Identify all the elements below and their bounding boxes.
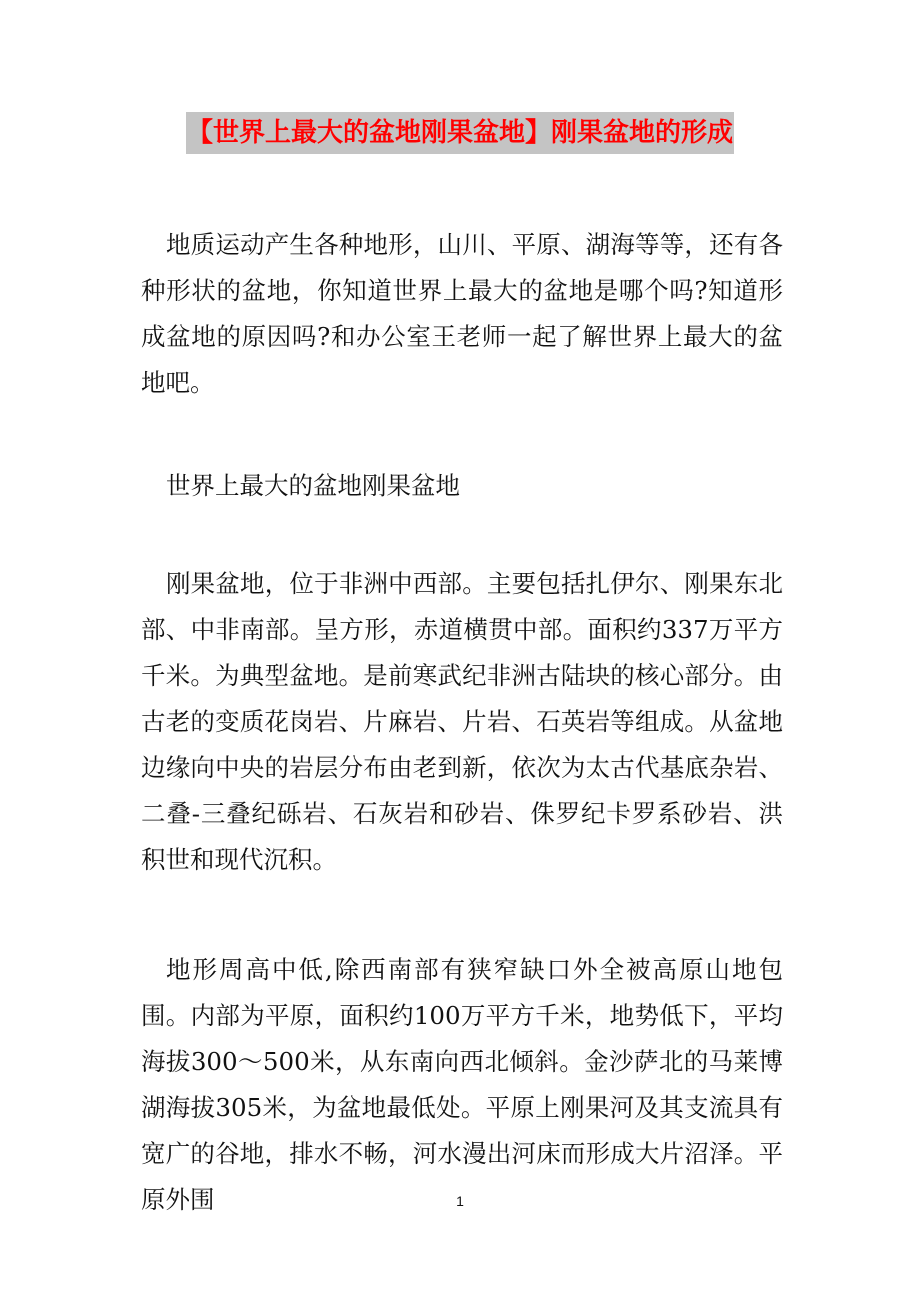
congo-basin-description-paragraph: 刚果盆地，位于非洲中西部。主要包括扎伊尔、刚果东北部、中非南部。呈方形，赤道横贯中部。面积约337万平方千米。为典型盆地。是前寒武纪非洲古陆块的核心部分。由古老的变质花岗岩、片麻岩、片岩、石英岩等组成。从盆地边缘向中央的岩层分布由老到新，依次为太古代基底杂岩、二叠-三叠纪砾岩、石灰岩和砂岩、侏罗纪卡罗系砂岩、洪积世和现代沉积。 [141,569,783,874]
intro-paragraph: 地质运动产生各种地形，山川、平原、湖海等等，还有各种形状的盆地，你知道世界上最大的盆地是哪个吗?知道形成盆地的原因吗?和办公室王老师一起了解世界上最大的盆地吧。 [141,230,783,397]
page-number: 1 [456,1193,464,1209]
section-heading: 世界上最大的盆地刚果盆地 [166,471,460,500]
document-title [0,112,920,154]
document-title-text: 【世界上最大的盆地刚果盆地】刚果盆地的形成 [186,112,734,154]
terrain-paragraph: 地形周高中低,除西南部有狭窄缺口外全被高原山地包围。内部为平原，面积约100万平方千米，地势低下，平均海拔300～500米，从东南向西北倾斜。金沙萨北的马莱博湖海拔305米，为盆地最低处。平原上刚果河及其支流具有宽广的谷地，排水不畅，河水漫出河床而形成大片沼泽。平原外围 [141,955,783,1214]
